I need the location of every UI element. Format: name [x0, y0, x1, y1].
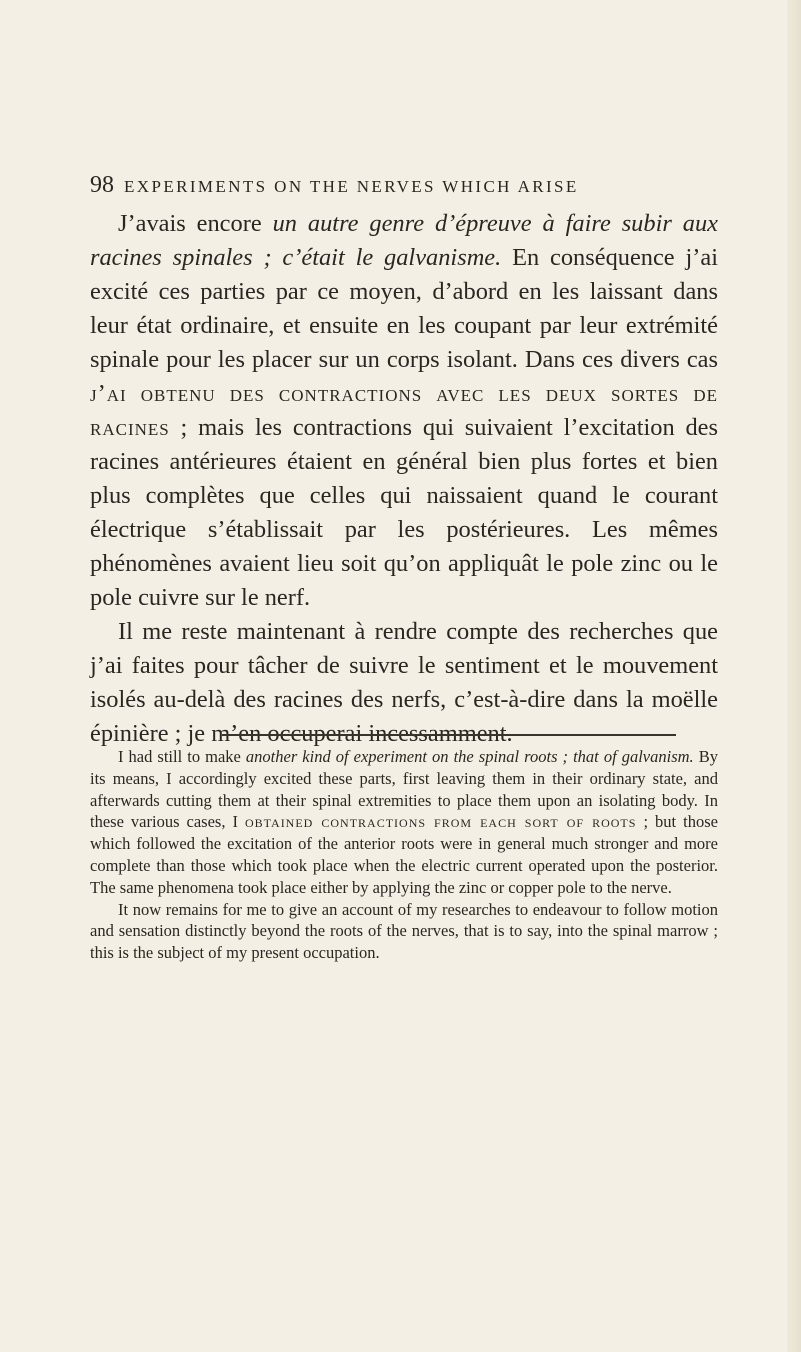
- smallcaps-run: j’ai obtenu des contractions avec les deux sortes de racines: [90, 380, 718, 441]
- french-paragraph-1: [90, 207, 718, 615]
- text-run: ; mais les contractions qui suivaient l’excitation des racines antérieures étaient en général bien plus fortes et bien plus complètes que celles qui naissaient quand le courant électrique s’établissait par les postérieures. Les mêmes phénomènes avaient lieu soit qu’on appliquât le pole zinc ou le pole cuivre sur le nerf.: [90, 414, 718, 611]
- text-run: By its means, I accordingly excited these parts, first leaving them in their ordinary state, and afterwards cutting them at their spinal extremities to place them upon an isolating body. In these various cases, I: [90, 747, 718, 832]
- english-paragraph-2: It now remains for me to give an account of my researches to endeavour to follow motion and sensation distinctly beyond the roots of the nerves, that is to say, into the spinal marrow ; this is the subject of my present occupation.: [90, 899, 718, 963]
- text-run: En conséquence j’ai excité ces parties par ce moyen, d’abord en les laissant dans leur état ordinaire, et ensuite en les coupant par leur extrémité spinale pour les placer sur un corps isolant. Dans ces divers cas: [90, 244, 718, 373]
- english-translation: [90, 746, 718, 964]
- text-run: I had still to make: [118, 747, 246, 766]
- running-title: EXPERIMENTS ON THE NERVES WHICH ARISE: [124, 177, 579, 196]
- italic-run: another kind of experiment on the spinal roots ; that of galvanism.: [245, 747, 694, 766]
- text-run: ; but those which followed the excitation of the anterior roots were in general much stronger and more complete than those which took place when the electric current operated upon the posterior. The same phenomena took place either by applying the zinc or copper pole to the nerve.: [90, 812, 718, 897]
- page-edge: [787, 0, 801, 1352]
- french-text: [90, 207, 718, 751]
- text-run: J’avais encore: [118, 210, 273, 237]
- italic-run: un autre genre d’épreuve à faire subir aux racines spinales ; c’était le galvanisme.: [90, 210, 718, 271]
- french-paragraph-2: Il me reste maintenant à rendre compte des recherches que j’ai faites pour tâcher de suivre le sentiment et le mouvement isolés au-delà des racines des nerfs, c’est-à-dire dans la moëlle épinière ; je m’en occuperai incessamment.: [90, 618, 718, 747]
- smallcaps-run: obtained contractions from each sort of roots: [244, 812, 637, 832]
- running-header: [90, 172, 720, 202]
- footnote-rule: [222, 734, 676, 736]
- page-number: 98: [90, 172, 114, 198]
- english-paragraph-1: [90, 746, 718, 899]
